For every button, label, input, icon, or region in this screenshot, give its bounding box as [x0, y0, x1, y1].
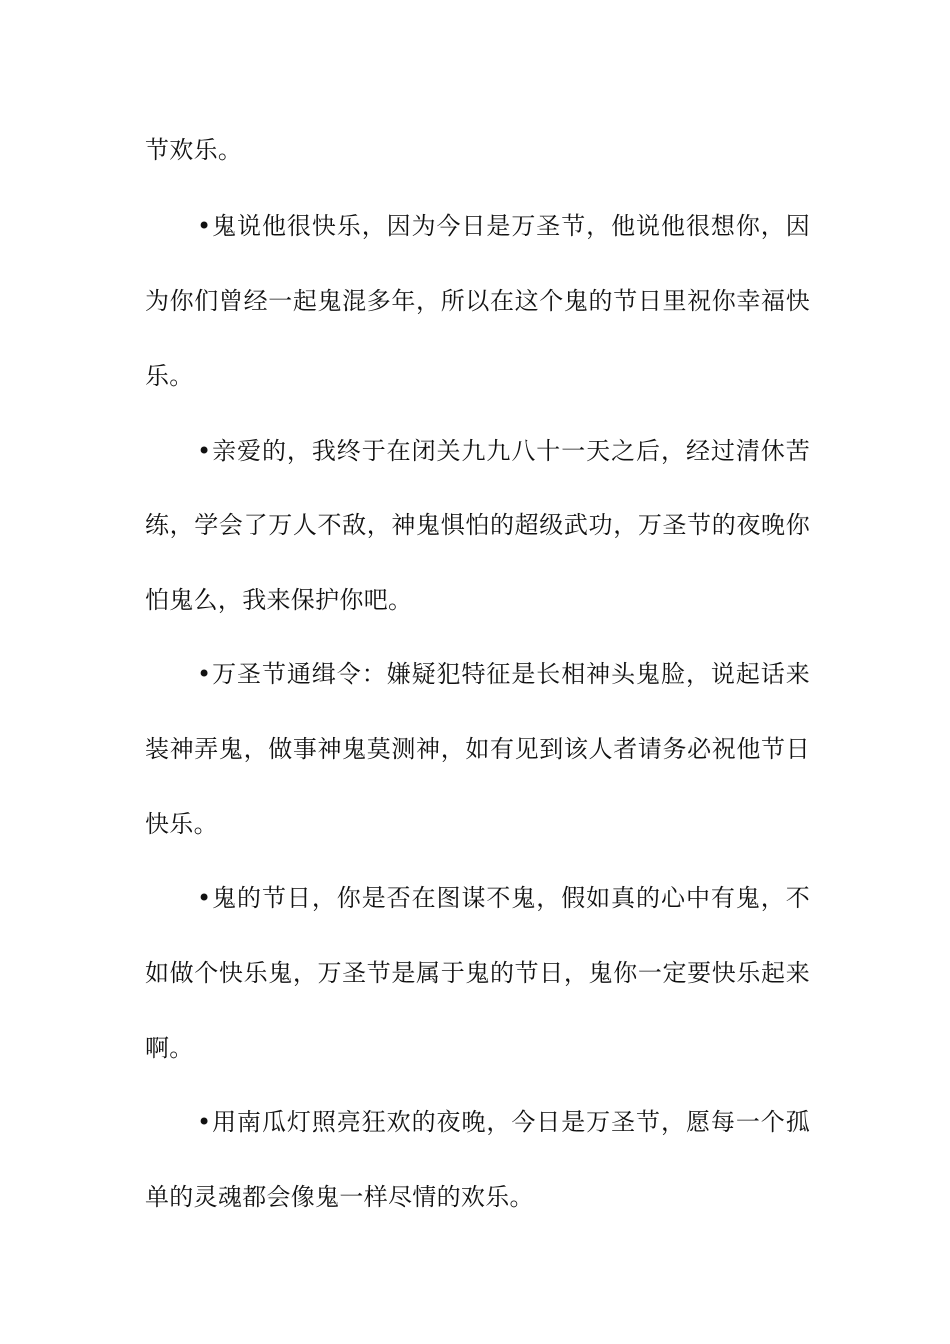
text-line: 乐。 — [145, 362, 194, 390]
bullet-paragraph-1-line: •鬼说他很快乐，因为今日是万圣节，他说他很想你，因 — [197, 212, 810, 240]
text-line: 单的灵魂都会像鬼一样尽情的欢乐。 — [145, 1183, 534, 1211]
text-line: 装神弄鬼，做事神鬼莫测神，如有见到该人者请务必祝他节日 — [145, 735, 810, 763]
bullet-paragraph-2-line: •亲爱的，我终于在闭关九九八十一天之后，经过清休苦 — [197, 437, 810, 465]
text-line: 如做个快乐鬼，万圣节是属于鬼的节日，鬼你一定要快乐起来 — [145, 959, 810, 987]
text-line: 快乐。 — [145, 810, 218, 838]
text-line: 怕鬼么，我来保护你吧。 — [145, 586, 413, 614]
text-line: 为你们曾经一起鬼混多年，所以在这个鬼的节日里祝你幸福快 — [145, 287, 810, 315]
text-line: 节欢乐。 — [145, 136, 243, 164]
text-line: 练，学会了万人不敌，神鬼惧怕的超级武功，万圣节的夜晚你 — [145, 511, 810, 539]
bullet-paragraph-4-line: •鬼的节日，你是否在图谋不鬼，假如真的心中有鬼，不 — [197, 884, 810, 912]
bullet-paragraph-3-line: •万圣节通缉令：嫌疑犯特征是长相神头鬼脸，说起话来 — [197, 660, 810, 688]
text-line: 啊。 — [145, 1034, 194, 1062]
bullet-paragraph-5-line: •用南瓜灯照亮狂欢的夜晚，今日是万圣节，愿每一个孤 — [197, 1108, 810, 1136]
